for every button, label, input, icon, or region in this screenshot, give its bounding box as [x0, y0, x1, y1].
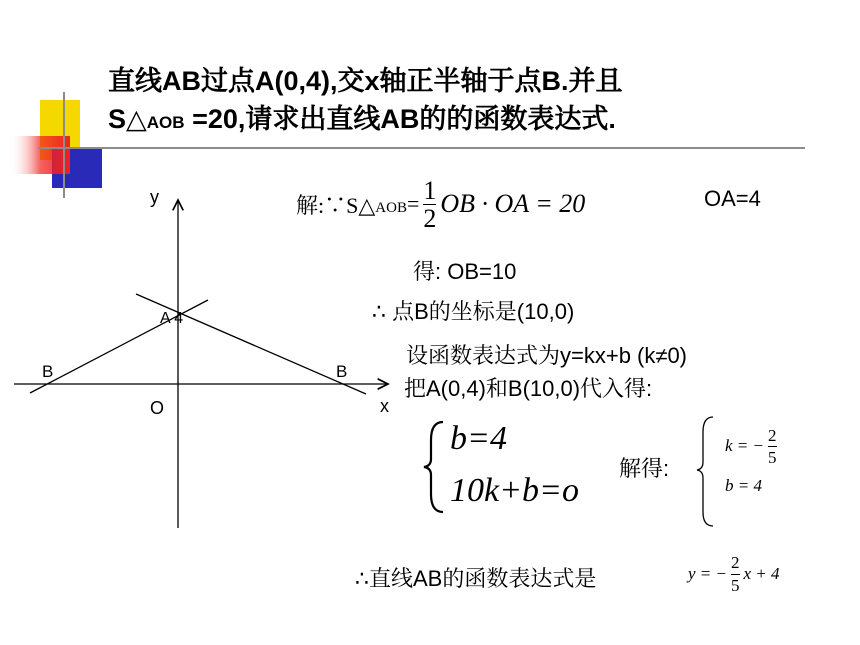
point-b-right-label: B	[336, 362, 348, 381]
x-axis-label: x	[380, 396, 389, 416]
solve-label: 解得:	[619, 456, 670, 481]
set-function-line: 设函数表达式为y=kx+b (k≠0)	[406, 343, 688, 368]
substitute-line: 把A(0,4)和B(10,0)代入得:	[404, 376, 653, 401]
conclusion-text: ∴直线AB的函数表达式是	[355, 566, 597, 591]
title-line-2: S△AOB =20,请求出直线AB的的函数表达式.	[108, 104, 616, 134]
system-equation-2: 10k+b=o	[450, 472, 579, 509]
solution-area-equation: 解:∵S△ AOB = $\frac{1}{2}$ OB · OA = 20	[296, 175, 586, 233]
origin-label: O	[150, 398, 165, 418]
system-equation-1: b=4	[450, 420, 507, 457]
y-axis-label: y	[150, 187, 159, 207]
ob-result: 得: OB=10	[413, 259, 517, 284]
oa-value: OA=4	[704, 186, 761, 211]
solution-k: k = − $\frac{2}{5}$	[725, 425, 777, 467]
area-fraction: $\frac{1}{2}$	[423, 175, 437, 233]
final-expression: y = − $\frac{2}{5}$ x + 4	[688, 552, 780, 595]
solution-b: b = 4	[725, 476, 762, 495]
point-a-label: A 4	[160, 310, 184, 327]
area-expression: OB · OA = 20	[440, 189, 586, 218]
b-coordinate-line: ∴ 点B的坐标是(10,0)	[372, 299, 575, 324]
point-b-left-label: B	[42, 362, 54, 381]
title-line-1: 直线AB过点A(0,4),交x轴正半轴于点B.并且	[108, 66, 623, 96]
